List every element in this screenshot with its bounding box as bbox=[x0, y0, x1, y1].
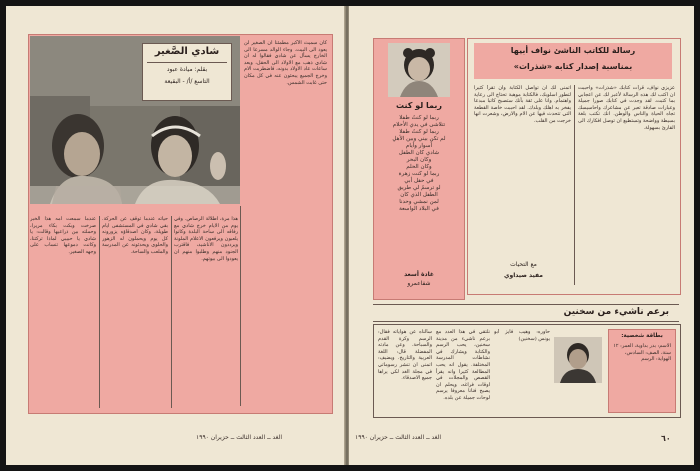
feature-byline: بقلم: ميادة عبود bbox=[166, 66, 208, 73]
poem-line: وكان الحلم bbox=[406, 164, 432, 170]
left-footer: الغد ــ العدد الثالث ــ حزيران ١٩٩٠ bbox=[196, 434, 283, 441]
child-photo bbox=[388, 43, 450, 97]
column-rule bbox=[240, 206, 241, 406]
story-column-1 bbox=[244, 40, 327, 380]
letter-body2-text: اتمنى لك ان تواصل الكتابة وان تقرأ كثيرا لتطور اسلوبك، فالكتابة موهبة تحتاج الى رعاية واهتمام. وانا على ثقة بأنك ستصبح كاتبا مبدعا يفخر به اهلك وبلدك. لقد احببت خاصة القطعة التي تتحدث فيها عن الام والارض، وشعرت انها خرجت من القلب. bbox=[474, 85, 571, 124]
column-rule bbox=[99, 216, 100, 408]
feature-title-box bbox=[142, 43, 232, 101]
poem-line: ربما لو كنت زهرة bbox=[398, 171, 440, 177]
poem-block bbox=[373, 38, 465, 300]
card-title: بطاقة شخصية: bbox=[621, 333, 663, 339]
poem-line: في حقل أبي bbox=[404, 178, 434, 184]
right-page bbox=[349, 6, 694, 465]
news-block bbox=[373, 324, 681, 418]
letter-closing: مع التحيات bbox=[510, 261, 537, 268]
news-subtitle-col bbox=[494, 329, 550, 413]
letter-block bbox=[467, 38, 681, 295]
story-col2-text: هذا مرة، اطلالة الرصاص. وفي يوم من الايام خرج شادي مع رفاقه الى ساحة البلدة وكانوا يلعبون ويرفعون الاعلام الملونة ويرددون الاناشيد، فاقترب الجنود منهم وطلبوا منهم ان يعودوا الى بيوتهم. bbox=[174, 216, 238, 262]
boy-photo bbox=[554, 337, 602, 383]
child-photo-image bbox=[388, 43, 450, 97]
poem-lines bbox=[376, 115, 462, 213]
poem-line: في البلاد الواسعة bbox=[399, 206, 439, 212]
poem-line: شادي كان الطفل bbox=[398, 150, 440, 156]
letter-body-left bbox=[474, 85, 571, 285]
story-col3-text: حياته عندما توقف عن الحركة. بقي شادي في المستشفى ايام طويلة، وكان اصدقاؤه يزورونه كل يوم ويحملون له الزهور والحلوى ويحدثونه عن المدرسة والملعب والساحة. bbox=[102, 216, 168, 255]
boy-photo-image bbox=[554, 337, 602, 383]
poem-line: تتلاشى في يدي الأحلام bbox=[392, 122, 446, 128]
letter-body-text: عزيزي نواف، قرأت كتابك «شذرات» واحببت ان اكتب لك هذه الرسالة لأعبر لك عن اعجابي بما كتبت. لقد وجدت في كتابك صورا جميلة وعبارات صادقة تعبر عن مشاعرك واحاسيسك تجاه الحياة والناس والوطن. انك تكتب بلغة بسيطة وواضحة وتستطيع ان توصل افكارك الى القارئ بسهولة. bbox=[578, 85, 675, 131]
poem-line: أسوار وأيام bbox=[405, 143, 433, 149]
letter-title-line2: بمناسبة إصدار كتابه «شذرات» bbox=[513, 62, 633, 71]
poem-title: ربما لو كنت bbox=[396, 101, 442, 110]
news-body-col bbox=[436, 329, 490, 413]
profile-card bbox=[608, 329, 676, 413]
poem-line: الطفل الذي كان bbox=[400, 192, 438, 198]
letter-signature: مفيد صيداوي bbox=[503, 272, 544, 279]
column-rule bbox=[171, 216, 172, 408]
news-title: برعم ناشيء من سخنين bbox=[563, 307, 669, 317]
title-divider bbox=[147, 62, 227, 63]
poem-line: وكان البحر bbox=[406, 157, 432, 163]
news-body-col-2 bbox=[378, 329, 432, 413]
poem-line: لم تكن بيني وبين الأهلِ bbox=[392, 136, 446, 142]
letter-title-line1: رسالة للكاتب الناشئ نواف أبيها bbox=[510, 46, 636, 55]
poem-line: لو ترسمُ لي طريق bbox=[397, 185, 441, 191]
left-page bbox=[6, 6, 345, 465]
poem-line: ربما لو كنتُ طفلا bbox=[399, 129, 439, 135]
news-body2-text: سألناه عن هواياته فقال: الرسم وكرة القدم والسباحة. وعن مادته المفضلة قال: اللغة العربية والتاريخ. ويضيف: اتمنى ان تنشر رسوماتي في مجلة الغد لكي يراها جميع الاصدقاء. bbox=[378, 329, 432, 382]
poem-place: شفاعمرو bbox=[407, 280, 431, 287]
feature-title: شادي الصَّغير bbox=[154, 46, 220, 57]
letter-title-banner bbox=[474, 43, 672, 79]
letter-body-right bbox=[578, 85, 675, 285]
card-body bbox=[613, 343, 671, 409]
poem-line: لمن نمشي وحدنا bbox=[399, 199, 439, 205]
feature-class: التاسع /أ/ - البقيعة bbox=[164, 78, 210, 85]
news-subtitle: حاوره: وهيب فايز أبو يونس (سخنين) bbox=[494, 329, 550, 342]
poem-author: غادة أسعد bbox=[404, 271, 434, 278]
card-body-text: الاسم: بدر بداوية، العمر: ١٢ سنة، الصف: السادس، الهواية: الرسم bbox=[613, 343, 671, 363]
column-rule bbox=[574, 85, 575, 285]
news-title-bar bbox=[373, 304, 679, 322]
news-body-text: نلتقي في هذا العدد مع برعم ناشيء من مدينة سخنين، يحب الرسم والكتابة ويشارك في نشاطات المدرسة المختلفة. يقول انه يحب المطالعة كثيرا وانه يقرأ القصص والمجلات في اوقات فراغه، ويحلم ان يصبح فنانا معروفا يرسم لوحات جميلة عن بلده. bbox=[436, 329, 490, 401]
story-column-3 bbox=[102, 216, 168, 408]
story-col1-text: كان سميث الأكبر مطمئنا ان الصغير لن يعود الى البيت. وجاء الوالد مسرعا الى الخارج يسأل عن شادي فقالوا له ان شادي ذهب مع الاولاد الى الحقل، وبعد ساعات عاد الاولاد بدونه، فاضطربت الام وخرج الجميع يبحثون عنه في كل مكان حتى غابت الشمس. bbox=[244, 40, 327, 86]
right-footer: الغد ــ العدد الثالث ــ حزيران ١٩٩٠ bbox=[355, 434, 442, 441]
story-col4-text: عندما سمعت امه هذا الخبر صرخت وبكت بكاء مريرا، وحملته بين ذراعيها وقالت: يا شادي يا حبيبي لماذا تركتنا، وكانت دموعها تنساب على وجهه الصغير. bbox=[30, 216, 96, 255]
poem-line: ربما لو كنتُ طفلا bbox=[399, 115, 439, 121]
story-column-2 bbox=[174, 216, 238, 408]
page-number: ٦٠ bbox=[661, 434, 671, 443]
story-column-4 bbox=[30, 216, 96, 408]
